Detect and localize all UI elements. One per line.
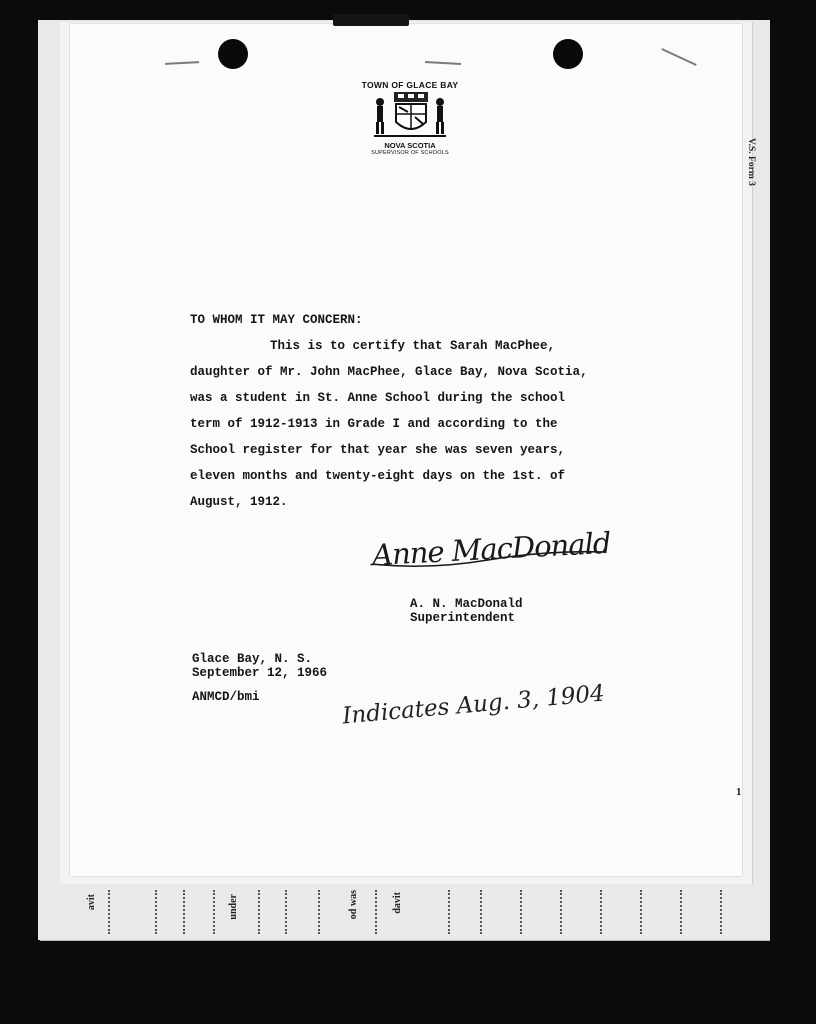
page-marker: 1 <box>736 786 742 798</box>
punch-hole <box>553 39 583 69</box>
body-line: This is to certify that Sarah MacPhee, <box>270 339 556 353</box>
dotted-rule <box>680 890 684 934</box>
body-line: School register for that year she was seven years, <box>190 443 566 457</box>
dotted-rule <box>520 890 524 934</box>
dotted-rule <box>640 890 644 934</box>
dotted-rule <box>285 890 289 934</box>
letterhead <box>355 80 465 156</box>
dotted-rule <box>213 890 217 934</box>
dotted-rule <box>600 890 604 934</box>
body-line: was a student in St. Anne School during the school <box>190 391 566 405</box>
salutation: TO WHOM IT MAY CONCERN: <box>190 313 363 327</box>
body-line: eleven months and twenty-eight days on the 1st. of <box>190 469 566 483</box>
reference-initials: ANMCD/bmi <box>192 690 260 704</box>
town-crest-icon <box>368 90 452 140</box>
dotted-rule <box>375 890 379 934</box>
signer-title: Superintendent <box>410 611 516 625</box>
dotted-rule <box>448 890 452 934</box>
signature-flourish <box>368 530 608 574</box>
dotted-rule <box>480 890 484 934</box>
form-bottom-word: davit <box>392 892 403 914</box>
form-number: V.S. Form 3 <box>746 138 756 186</box>
letter-date: September 12, 1966 <box>192 666 328 680</box>
letterhead-office: SUPERVISOR OF SCHOOLS <box>371 150 449 156</box>
dotted-rule <box>318 890 322 934</box>
handwritten-note: Indicates Aug. 3, 1904 <box>341 680 606 730</box>
dotted-rule <box>108 890 112 934</box>
dotted-rule <box>183 890 187 934</box>
dotted-rule <box>720 890 724 934</box>
letter-place: Glace Bay, N. S. <box>192 652 313 666</box>
binder-clip <box>333 14 409 26</box>
dotted-rule <box>258 890 262 934</box>
form-bottom-word: od was <box>348 890 359 920</box>
signer-name: A. N. MacDonald <box>410 597 523 611</box>
dotted-rule <box>560 890 564 934</box>
handwritten-signature: Anne MacDonald <box>371 525 612 573</box>
form-bottom-edge <box>40 940 770 941</box>
form-bottom-word: avit <box>86 894 97 911</box>
letterhead-province: NOVA SCOTIA <box>384 141 436 150</box>
body-line: term of 1912-1913 in Grade I and according to the <box>190 417 558 431</box>
body-line: August, 1912. <box>190 495 288 509</box>
form-bottom-word: under <box>228 894 239 920</box>
dotted-rule <box>155 890 159 934</box>
punch-hole <box>218 39 248 69</box>
body-line: daughter of Mr. John MacPhee, Glace Bay, Nova Scotia, <box>190 365 588 379</box>
letterhead-town: TOWN OF GLACE BAY <box>361 80 459 90</box>
